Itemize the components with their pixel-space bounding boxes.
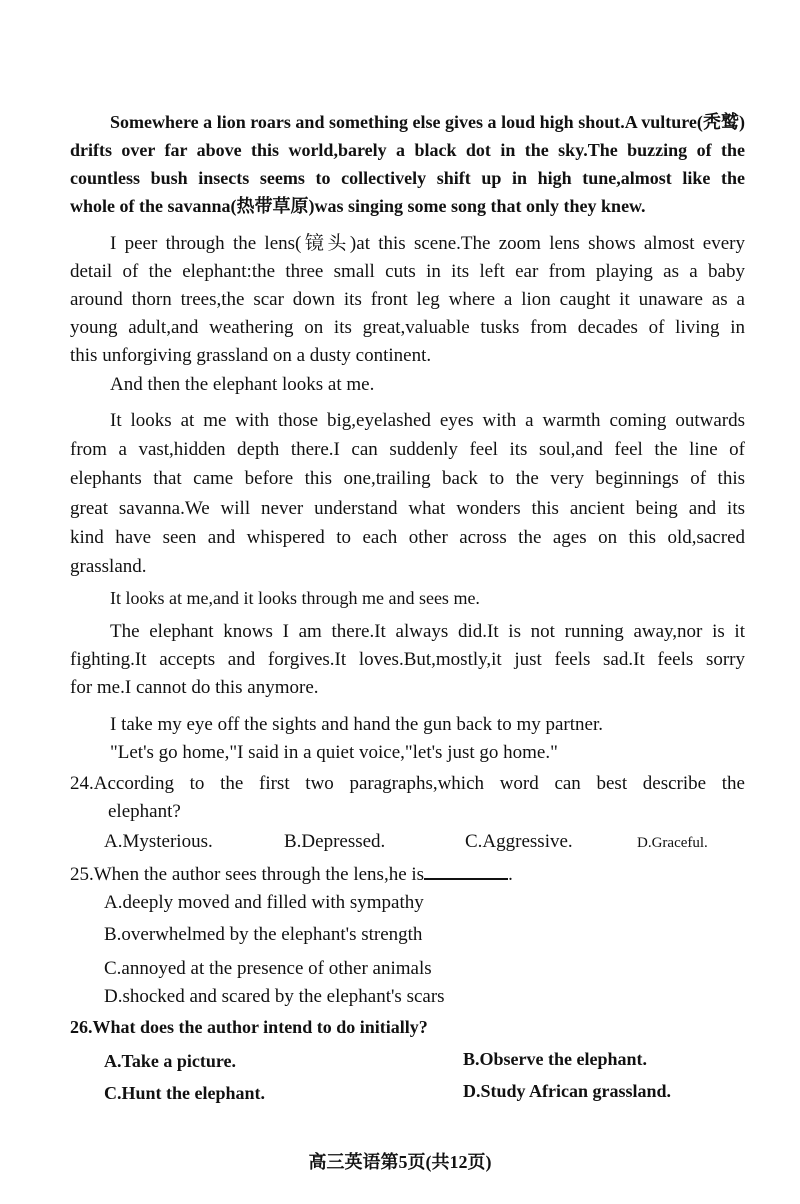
text-line: Somewhere a lion roars and something else gives a loud high shout.A vulture(秃鹫) <box>110 112 745 132</box>
text-line: detail of the elephant:the three small cuts in its left ear from playing as a baby <box>70 261 745 282</box>
text-line: elephants that came before this one,trailing back to the very beginnings of this <box>70 468 745 490</box>
text-line: The elephant knows I am there.It always did.It is not running away,nor is it <box>110 621 745 642</box>
text-line: whole of the savanna(热带草原)was singing some song that only they knew. <box>70 196 646 216</box>
text-line: kind have seen and whispered to each other across the ages on this old,sacred <box>70 526 745 548</box>
paragraph-4 <box>70 406 745 581</box>
question-stem <box>70 860 745 889</box>
question-stem-end: . <box>508 864 513 885</box>
q25-option-b[interactable]: B.overwhelmed by the elephant's strength <box>104 924 423 945</box>
text-line: And then the elephant looks at me. <box>110 374 375 395</box>
paragraph-2 <box>70 230 745 370</box>
text-line: drifts over far above this world,barely a black dot in the sky.The buzzing of the <box>70 140 745 160</box>
q24-option-c[interactable]: C.Aggressive. <box>465 831 573 852</box>
page-footer: 高三英语第5页(共12页) <box>308 1152 492 1172</box>
q24-option-d[interactable]: D.Graceful. <box>637 835 708 851</box>
q26-option-b[interactable]: B.Observe the elephant. <box>463 1049 647 1069</box>
text-line: It looks at me,and it looks through me and sees me. <box>110 588 480 608</box>
q24-option-a[interactable]: A.Mysterious. <box>104 831 213 852</box>
q25-option-d[interactable]: D.shocked and scared by the elephant's scars <box>104 986 445 1007</box>
paragraph-3 <box>70 371 745 399</box>
text-line: I peer through the lens(镜头)at this scene.The zoom lens shows almost every <box>110 233 745 254</box>
text-line: for me.I cannot do this anymore. <box>70 677 319 698</box>
text-line: around thorn trees,the scar down its front leg where a lion caught it unaware as a <box>70 289 745 310</box>
paragraph-6 <box>70 618 745 702</box>
paragraph-5 <box>70 584 745 612</box>
q26-option-d[interactable]: D.Study African grassland. <box>463 1081 672 1101</box>
text-line: young adult,and weathering on its great,valuable tusks from decades of living in <box>70 317 745 338</box>
q24-option-b[interactable]: B.Depressed. <box>284 831 386 852</box>
text-line: from a vast,hidden depth there.I can suddenly feel its soul,and feel the line of <box>70 439 745 461</box>
q26-option-a[interactable]: A.Take a picture. <box>104 1051 237 1071</box>
text-line: fighting.It accepts and forgives.It loves.But,mostly,it just feels sad.It feels sorry <box>70 649 745 670</box>
bold-paragraph <box>70 108 745 220</box>
q25-option-a[interactable]: A.deeply moved and filled with sympathy <box>104 892 424 913</box>
q26-option-c[interactable]: C.Hunt the elephant. <box>104 1083 266 1103</box>
answer-blank <box>424 860 508 880</box>
question-26-stem: 26.What does the author intend to do initially? <box>70 1017 428 1037</box>
text-line: grassland. <box>70 556 147 578</box>
text-line: this unforgiving grassland on a dusty continent. <box>70 345 432 366</box>
text-line: "Let's go home,"I said in a quiet voice,"let's just go home." <box>110 742 558 763</box>
question-25 <box>70 860 745 889</box>
question-stem: 24.According to the first two paragraphs,which word can best describe the <box>70 773 745 794</box>
text-line: It looks at me with those big,eyelashed eyes with a warmth coming outwards <box>110 410 745 431</box>
text-line: countless bush insects seems to collectively shift up in high tune,almost like the <box>70 168 745 188</box>
question-24 <box>70 770 745 826</box>
q25-option-c[interactable]: C.annoyed at the presence of other animals <box>104 958 432 979</box>
text-line: I take my eye off the sights and hand the gun back to my partner. <box>110 714 603 735</box>
paragraph-7 <box>70 711 745 767</box>
question-stem-text: 25.When the author sees through the lens,he is <box>70 864 425 885</box>
text-line: great savanna.We will never understand what wonders this ancient being and its <box>70 497 745 519</box>
question-stem: elephant? <box>108 801 181 822</box>
